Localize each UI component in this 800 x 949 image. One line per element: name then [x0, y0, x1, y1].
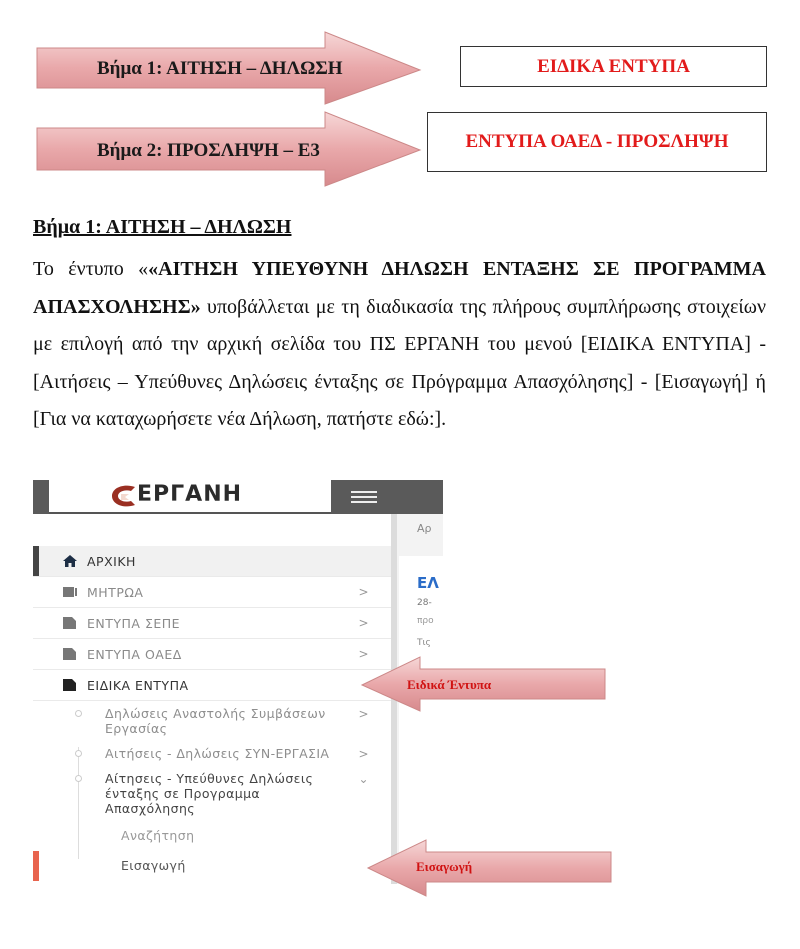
sub-label: Αίτησεις - Υπεύθυνες Δηλώσεις ένταξης σε Προγραμμα Απασχόλησης	[105, 771, 314, 816]
logo-area[interactable]	[49, 480, 331, 514]
nav-item-special-forms[interactable]	[33, 670, 391, 701]
nav-label: ΕΙΔΙΚΑ ΕΝΤΥΠΑ	[87, 677, 189, 693]
chevron-right-icon: >	[358, 707, 369, 721]
leaf-label: Εισαγωγή	[121, 858, 186, 873]
special-forms-callout	[360, 655, 608, 713]
document-icon	[63, 648, 77, 660]
breadcrumb[interactable]: Αρ	[417, 522, 432, 535]
nav-label: ΕΝΤΥΠΑ ΣΕΠΕ	[87, 615, 181, 631]
card-title[interactable]: ΕΛ	[417, 574, 439, 592]
nav-label: ΑΡΧΙΚΗ	[87, 553, 136, 569]
form-name: «ΑΙΤΗΣΗ ΥΠΕΥΘΥΝΗ ΔΗΛΩΣΗ ΕΝΤΑΞΗΣ ΣΕ ΠΡΟΓΡΑΜΜΑ ΑΠΑΣΧΟΛΗΣΗΣ»	[33, 258, 766, 318]
chevron-right-icon: >	[358, 585, 369, 599]
sidebar	[33, 514, 397, 884]
folder-icon	[63, 586, 77, 598]
step-2-arrow	[35, 110, 425, 188]
chevron-right-icon: >	[358, 747, 369, 761]
document-icon	[63, 679, 77, 691]
chevron-down-icon: ⌄	[358, 772, 369, 786]
sub-label: Δηλώσεις Αναστολής Συμβάσεων Εργασίας	[105, 706, 326, 736]
tree-node-icon	[75, 775, 82, 782]
oaed-hiring-label: ΕΝΤΥΠΑ ΟΑΕΔ - ΠΡΟΣΛΗΨΗ	[465, 131, 729, 152]
document-icon	[63, 617, 77, 629]
special-forms-label: ΕΙΔΙΚΑ ΕΝΤΥΠΑ	[537, 55, 690, 77]
nav-item-sepe-forms[interactable]	[33, 608, 391, 639]
step-1-label: Βήμα 1: ΑΙΤΗΣΗ – ΔΗΛΩΣΗ	[97, 58, 343, 79]
announcement-card	[399, 556, 443, 884]
leaf-label: Αναζήτηση	[121, 828, 195, 843]
para-rest: υποβάλλεται με τη διαδικασία της πλήρους συμπλήρωσης στοιχείων με επιλογή από την αρχική σελίδα του ΠΣ ΕΡΓΑΝΗ του μενού [ΕΙΔΙΚΑ ΕΝΤΥΠΑ] - [Αιτήσεις – Υπεύθυνες Δηλώσεις ένταξης σε Πρόγραμμα Απασχόλησης] - [Εισαγωγή] ή [Για να καταχωρήσετε νέα Δήλωση, πατήστε εδώ:].	[33, 295, 766, 430]
top-bar	[33, 480, 443, 514]
step-2-label: Βήμα 2: ΠΡΟΣΛΗΨΗ – Ε3	[97, 140, 320, 161]
sub-item-suspension-declarations[interactable]	[33, 701, 391, 741]
nav-item-registries[interactable]	[33, 577, 391, 608]
nav-item-oaed-forms[interactable]	[33, 639, 391, 670]
instructions-paragraph	[33, 251, 766, 439]
para-intro: Το έντυπο «	[33, 258, 149, 280]
hamburger-menu-icon[interactable]	[351, 491, 377, 506]
nav-label: ΕΝΤΥΠΑ ΟΑΕΔ	[87, 646, 182, 662]
ergani-logo-text: ΕΡΓΑΝΗ	[137, 482, 243, 507]
tree-node-icon	[75, 710, 82, 717]
oaed-hiring-box	[427, 112, 767, 172]
step-1-arrow	[35, 30, 425, 106]
section-heading: Βήμα 1: ΑΙΤΗΣΗ – ΔΗΛΩΣΗ	[33, 216, 292, 238]
ergani-logo-icon	[109, 484, 137, 508]
chevron-right-icon: >	[358, 647, 369, 661]
home-icon	[63, 555, 77, 567]
card-subtitle: προ	[417, 616, 434, 626]
insert-callout	[366, 838, 614, 898]
callout-label: Εισαγωγή	[416, 859, 473, 874]
nav-item-home[interactable]	[33, 546, 391, 577]
card-date: 28-	[417, 598, 432, 608]
nav-label: ΜΗΤΡΩΑ	[87, 584, 144, 600]
card-text: Τις	[417, 638, 431, 648]
special-forms-box	[460, 46, 767, 87]
sub-label: Αιτήσεις - Δηλώσεις ΣΥΝ-ΕΡΓΑΣΙΑ	[105, 746, 330, 761]
chevron-right-icon: >	[358, 616, 369, 630]
sub-item-syn-ergasia[interactable]	[33, 741, 391, 766]
sub-item-employment-program[interactable]	[33, 766, 391, 821]
leaf-search[interactable]	[33, 821, 391, 851]
leaf-insert[interactable]	[33, 851, 391, 881]
tree-node-icon	[75, 750, 82, 757]
callout-label: Ειδικά Έντυπα	[407, 677, 492, 692]
